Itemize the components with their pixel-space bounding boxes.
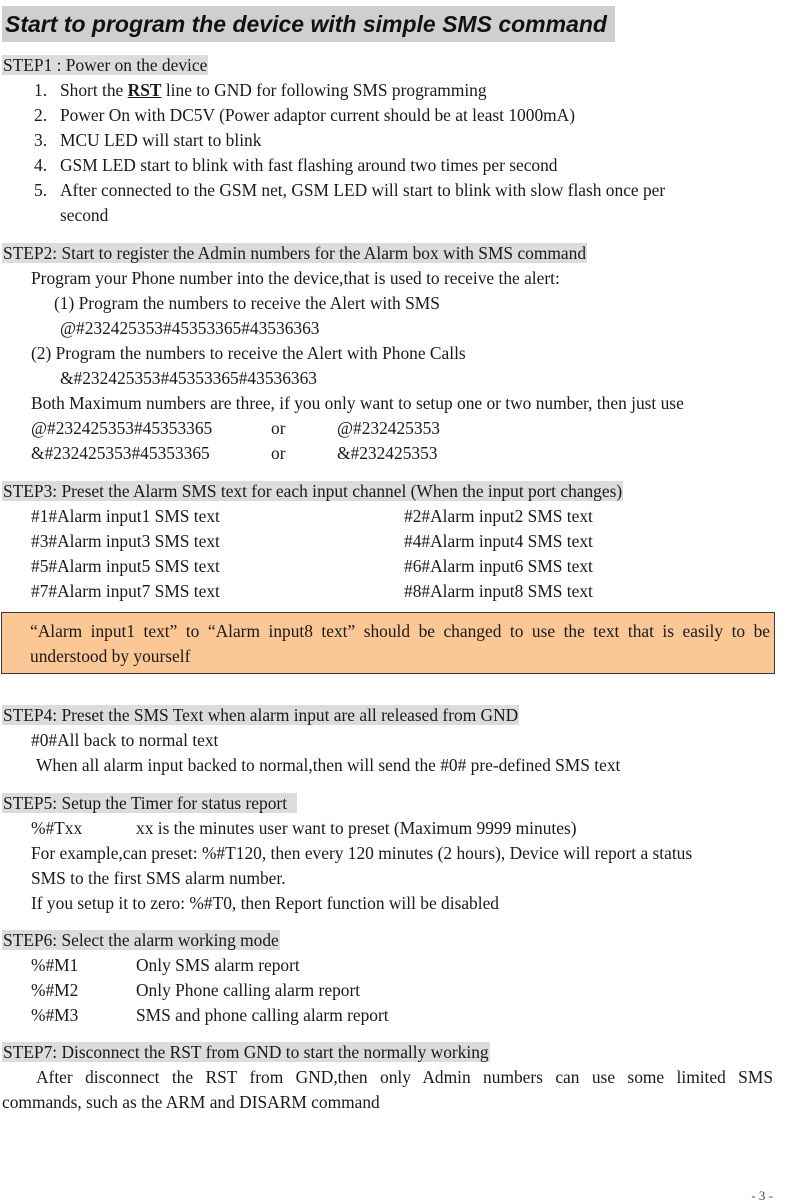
rst-keyword: RST xyxy=(127,80,162,100)
step3-note-box xyxy=(1,612,775,674)
step5-section xyxy=(2,791,297,816)
page-title: Start to program the device with simple SMS command xyxy=(2,6,615,42)
step6-header: STEP6: Select the alarm working mode xyxy=(3,930,279,950)
step2-section xyxy=(2,241,587,266)
step3-note-line1: “Alarm input1 text” to “Alarm input8 text” should be changed to use the text that is easily to be xyxy=(30,621,770,641)
step5-header: STEP5: Setup the Timer for status report xyxy=(2,793,297,813)
step1-section xyxy=(2,53,208,78)
step5-example1: For example,can preset: %#T120, then every 120 minutes (2 hours), Device will report a status xyxy=(31,843,693,863)
step2-intro: Program your Phone number into the device,that is used to receive the alert: xyxy=(31,268,560,288)
step1-item-2 xyxy=(34,103,575,128)
step1-item-1-pre: Short the xyxy=(60,80,128,100)
step1-item-1-num: 1. xyxy=(34,80,48,100)
step4-header: STEP4: Preset the SMS Text when alarm input are all released from GND xyxy=(3,705,519,725)
step6-mode3-desc: SMS and phone calling alarm report xyxy=(136,1005,389,1025)
step1-item-5-num: 5. xyxy=(34,180,48,200)
step3-cmd-2: #2#Alarm input2 SMS text xyxy=(404,506,593,526)
step7-line1: After disconnect the RST from GND,then only Admin numbers can use some limited SMS xyxy=(36,1067,773,1087)
step3-cmd-4: #4#Alarm input4 SMS text xyxy=(404,531,593,551)
page-number: - 3 - xyxy=(751,1188,773,1200)
step1-item-3-text: MCU LED will start to blink xyxy=(60,130,262,150)
step2-alt2-a: &#232425353#45353365 xyxy=(31,443,210,463)
step6-mode2-cmd: %#M2 xyxy=(31,980,79,1000)
step1-item-4 xyxy=(34,153,558,178)
step3-cmd-1: #1#Alarm input1 SMS text xyxy=(31,506,220,526)
step6-mode2-desc: Only Phone calling alarm report xyxy=(136,980,361,1000)
step1-item-1-post: line to GND for following SMS programming xyxy=(161,80,487,100)
step1-item-2-num: 2. xyxy=(34,105,48,125)
step1-item-1 xyxy=(34,78,487,103)
step1-item-5 xyxy=(34,178,665,203)
step3-cmd-5: #5#Alarm input5 SMS text xyxy=(31,556,220,576)
step2-alt2-or: or xyxy=(271,443,286,463)
step2-alt1-b: @#232425353 xyxy=(337,418,440,438)
step1-item-4-text: GSM LED start to blink with fast flashing around two times per second xyxy=(60,155,558,175)
step7-section xyxy=(2,1040,490,1065)
step3-section xyxy=(2,479,623,504)
step5-zero: If you setup it to zero: %#T0, then Report function will be disabled xyxy=(31,893,499,913)
step5-cmd: %#Txx xyxy=(31,818,83,838)
step3-cmd-6: #6#Alarm input6 SMS text xyxy=(404,556,593,576)
step2-sub2: (2) Program the numbers to receive the Alert with Phone Calls xyxy=(31,343,466,363)
step6-mode1-desc: Only SMS alarm report xyxy=(136,955,300,975)
step5-example2: SMS to the first SMS alarm number. xyxy=(31,868,286,888)
step7-header: STEP7: Disconnect the RST from GND to start the normally working xyxy=(3,1042,489,1062)
step1-item-3-num: 3. xyxy=(34,130,48,150)
step5-cmd-desc: xx is the minutes user want to preset (Maximum 9999 minutes) xyxy=(136,818,577,838)
step1-header: STEP1 : Power on the device xyxy=(3,55,208,75)
step1-item-3 xyxy=(34,128,261,153)
step3-cmd-8: #8#Alarm input8 SMS text xyxy=(404,581,593,601)
step2-alt1-a: @#232425353#45353365 xyxy=(31,418,213,438)
step2-cmd1: @#232425353#45353365#43536363 xyxy=(60,318,320,338)
step1-item-5-text: After connected to the GSM net, GSM LED will start to blink with slow flash once per xyxy=(60,180,666,200)
step4-cmd: #0#All back to normal text xyxy=(31,730,219,750)
step6-mode1-cmd: %#M1 xyxy=(31,955,79,975)
step1-item-4-num: 4. xyxy=(34,155,48,175)
step6-section xyxy=(2,928,280,953)
step2-alt1-or: or xyxy=(271,418,286,438)
step2-cmd2: &#232425353#45353365#43536363 xyxy=(60,368,317,388)
step3-header: STEP3: Preset the Alarm SMS text for each input channel (When the input port changes) xyxy=(3,481,623,501)
step1-item-2-text: Power On with DC5V (Power adaptor current should be at least 1000mA) xyxy=(60,105,576,125)
step2-max-note: Both Maximum numbers are three, if you only want to setup one or two number, then just use xyxy=(31,393,684,413)
step4-desc: When all alarm input backed to normal,then will send the #0# pre-defined SMS text xyxy=(36,755,621,775)
step4-section xyxy=(2,703,519,728)
step6-mode3-cmd: %#M3 xyxy=(31,1005,79,1025)
step1-item-5-cont: second xyxy=(60,205,109,225)
step3-cmd-3: #3#Alarm input3 SMS text xyxy=(31,531,220,551)
step2-alt2-b: &#232425353 xyxy=(337,443,438,463)
step3-note-line2: understood by yourself xyxy=(30,646,191,666)
step2-header: STEP2: Start to register the Admin numbers for the Alarm box with SMS command xyxy=(3,243,587,263)
step3-cmd-7: #7#Alarm input7 SMS text xyxy=(31,581,220,601)
step7-line2: commands, such as the ARM and DISARM command xyxy=(2,1092,380,1112)
step2-sub1: (1) Program the numbers to receive the Alert with SMS xyxy=(54,293,440,313)
